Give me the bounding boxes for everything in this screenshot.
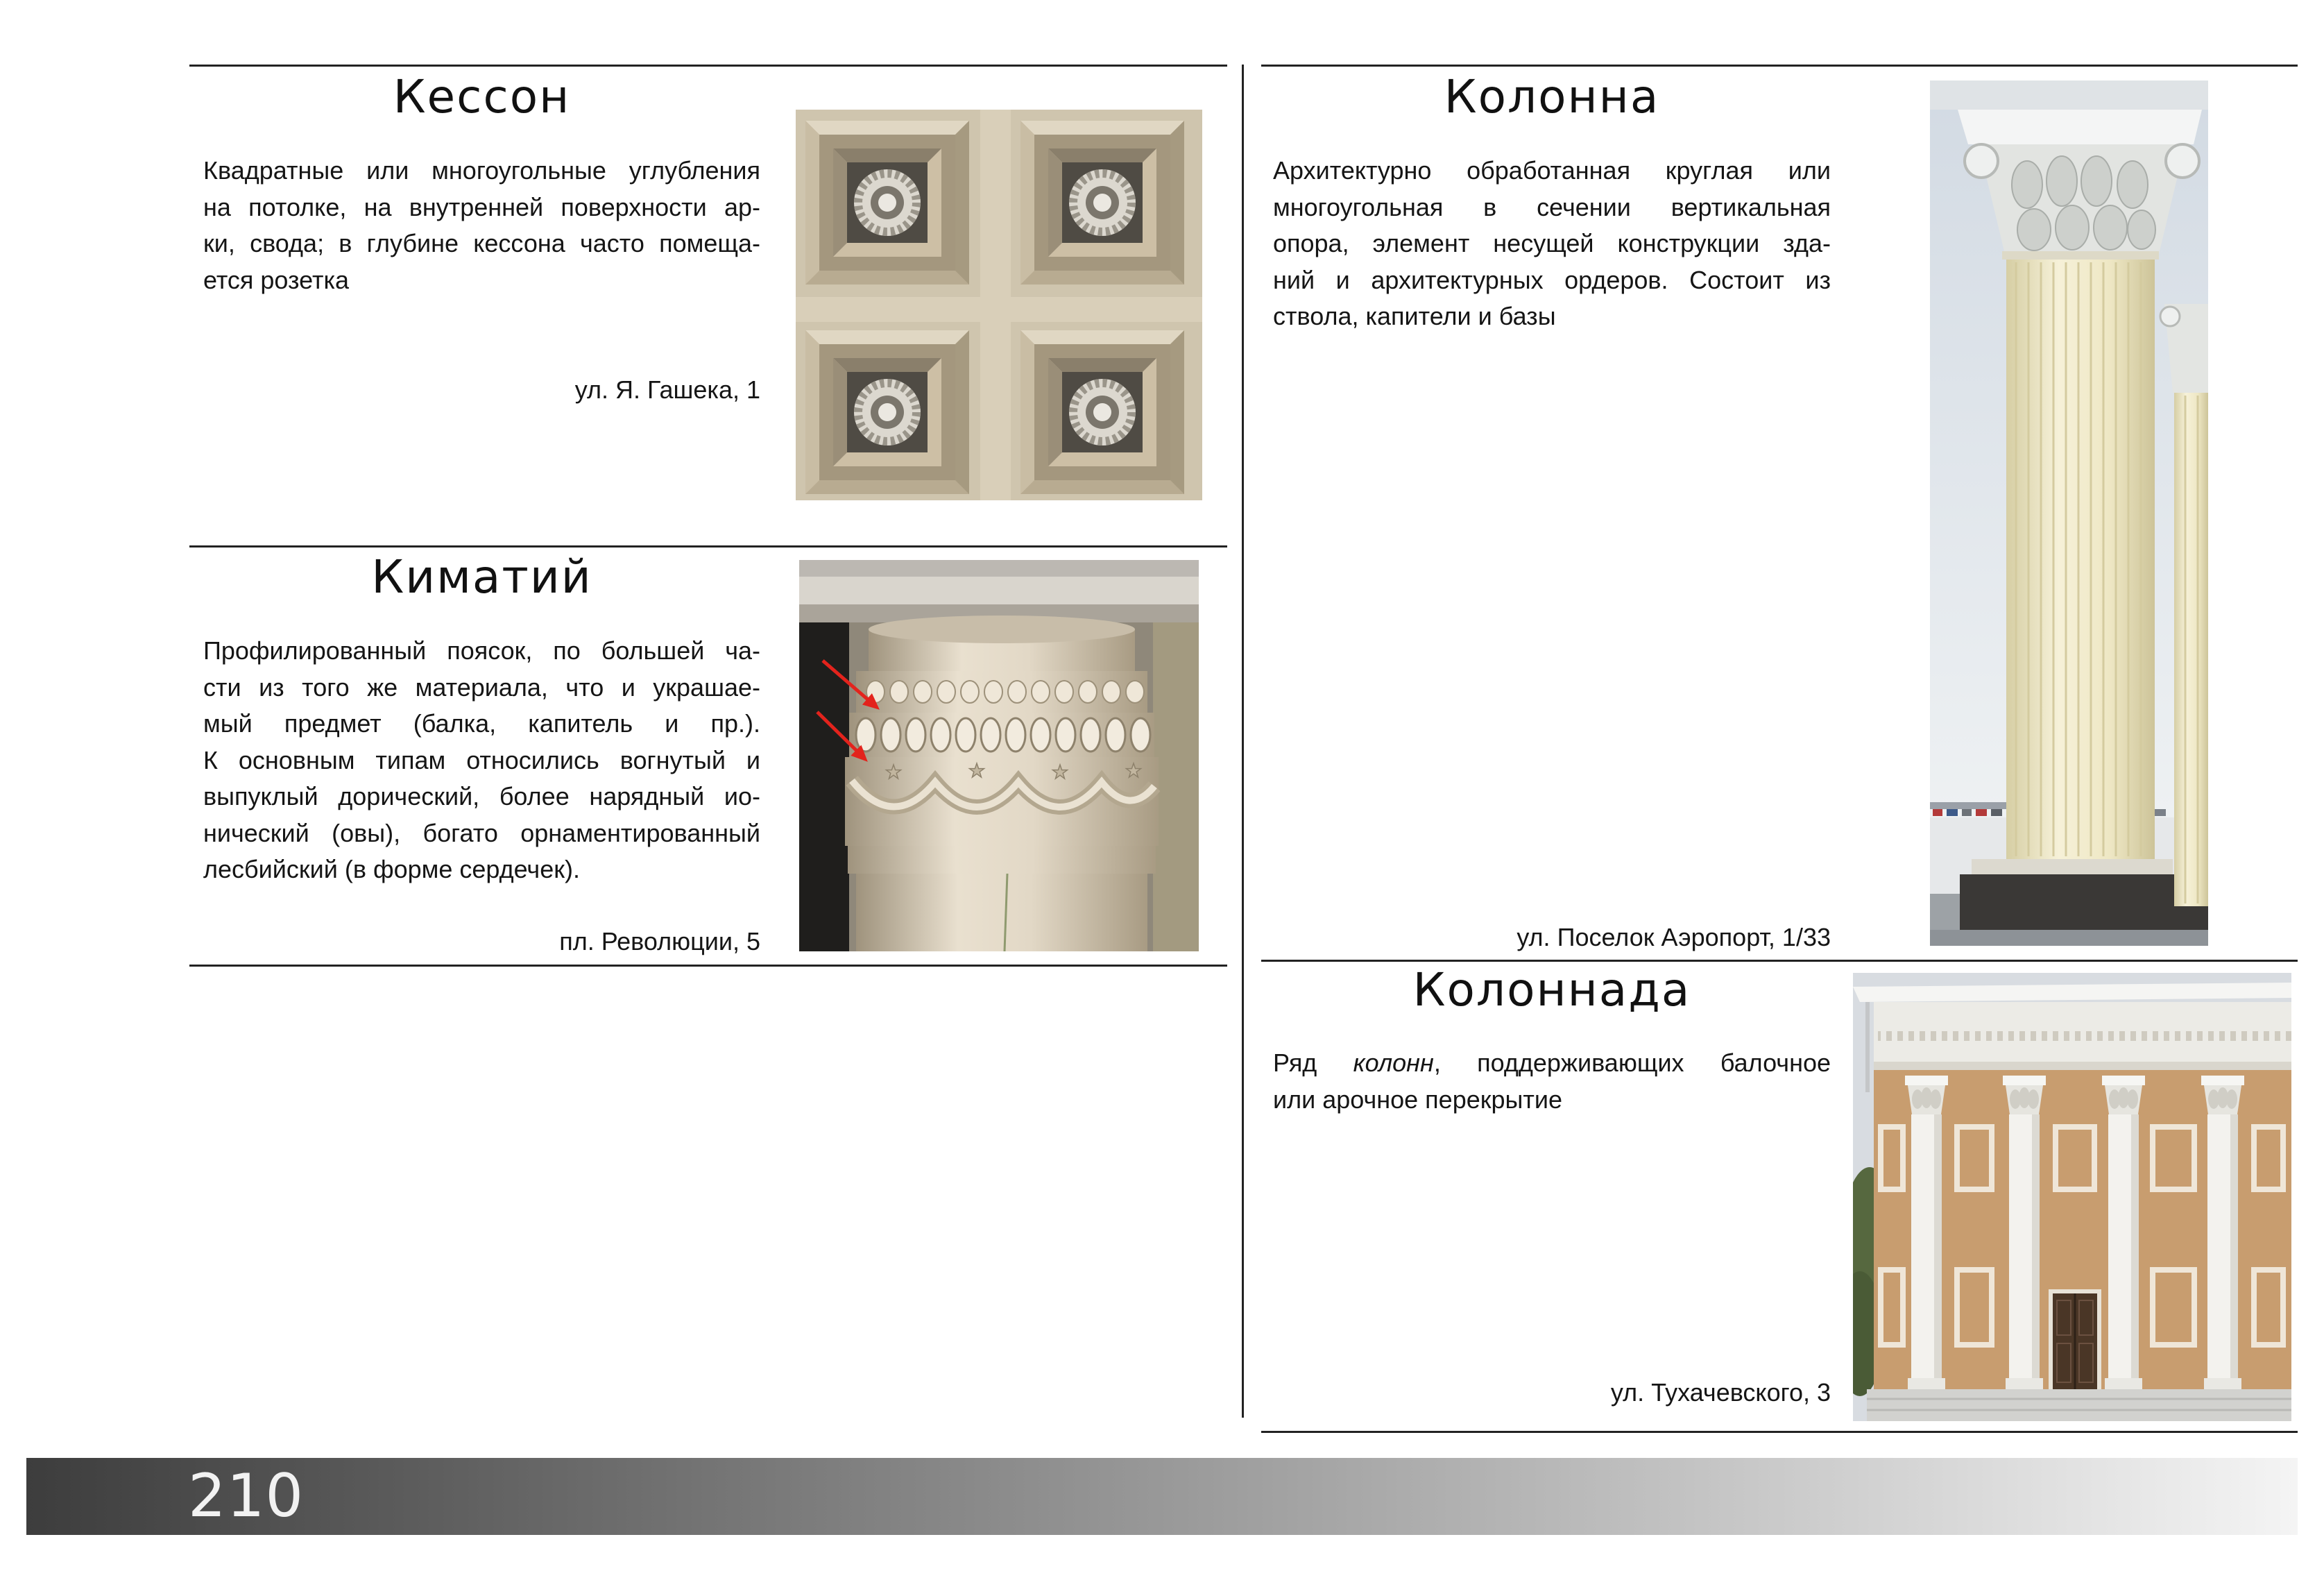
coffer	[1020, 330, 1184, 494]
kesson-photo	[796, 110, 1202, 500]
column-base	[1960, 859, 2178, 930]
left-bottom-rule	[189, 965, 1227, 967]
colonnade-column	[2102, 1076, 2145, 1389]
right-top-rule	[1261, 65, 2298, 67]
italic-term: колонн	[1353, 1049, 1434, 1077]
colonnade-column	[2003, 1076, 2046, 1389]
left-top-rule	[189, 65, 1227, 67]
text-line: ется розетка	[203, 265, 350, 294]
kolonna-description	[1273, 153, 1831, 335]
text-line: Архитектурно обработанная круглая или	[1273, 156, 1831, 185]
text-fragment: , поддерживающих балочное	[1433, 1049, 1831, 1077]
text-line: сти из того же материала, что и украшае-	[203, 672, 760, 702]
kimatiy-photo	[799, 560, 1199, 951]
text-line: многоугольная в сечении вертикальная	[1273, 192, 1831, 221]
text-line: К основным типам относились вогнутый и	[203, 745, 760, 774]
left-middle-rule	[189, 545, 1227, 547]
coffer	[805, 330, 969, 494]
text-line: нический (овы), богато орнаментированный	[203, 818, 760, 847]
kolonna-address: ул. Поселок Аэропорт, 1/33	[1516, 923, 1831, 951]
kolonnada-address: ул. Тухачевского, 3	[1610, 1378, 1831, 1407]
kolonnada-title: Колоннада	[1412, 963, 1691, 1017]
text-line: или арочное перекрытие	[1273, 1085, 1563, 1114]
text-line: ний и архитектурных ордеров. Состоит из	[1273, 265, 1831, 294]
kimatiy-description	[203, 633, 760, 888]
colonnade-column	[2201, 1076, 2244, 1389]
text-fragment: Ряд	[1273, 1049, 1353, 1077]
coffer	[805, 121, 969, 285]
column-capital	[845, 616, 1159, 951]
text-line: выпуклый дорический, более нарядный ио-	[203, 782, 760, 810]
text-line: Квадратные или многоугольные углубления	[203, 156, 760, 185]
colonnade-column	[1905, 1076, 1948, 1389]
page-number: 210	[188, 1461, 305, 1531]
text-line	[1273, 1045, 1831, 1082]
column-divider	[1242, 65, 1244, 1418]
kolonna-title: Колонна	[1444, 70, 1660, 124]
door	[2049, 1289, 2101, 1389]
coffer	[1020, 121, 1184, 285]
column-shaft	[2006, 260, 2155, 859]
text-line: Профилированный поясок, по большей ча-	[203, 636, 760, 665]
kesson-description	[203, 153, 760, 298]
kimatiy-address: пл. Революции, 5	[559, 927, 760, 956]
text-line: ки, свода; в глубине кессона часто помеща-	[203, 229, 760, 257]
text-line: ствола, капители и базы	[1273, 302, 1556, 330]
steps	[1867, 1389, 2291, 1421]
page-footer-bar	[26, 1458, 2298, 1535]
text-line: лесбийский (в форме сердечек).	[203, 855, 580, 883]
kolonna-photo	[1930, 80, 2208, 946]
right-bottom-rule	[1261, 1431, 2298, 1433]
kesson-title: Кессон	[393, 70, 571, 124]
kesson-address: ул. Я. Гашека, 1	[574, 375, 760, 404]
text-line: на потолке, на внутренней поверхности ар-	[203, 192, 760, 221]
kolonnada-description	[1273, 1045, 1831, 1118]
text-line: мый предмет (балка, капитель и пр.).	[203, 709, 760, 738]
kolonnada-photo	[1853, 973, 2291, 1421]
kimatiy-title: Киматий	[371, 550, 592, 604]
text-line: опора, элемент несущей конструкции зда-	[1273, 229, 1831, 257]
